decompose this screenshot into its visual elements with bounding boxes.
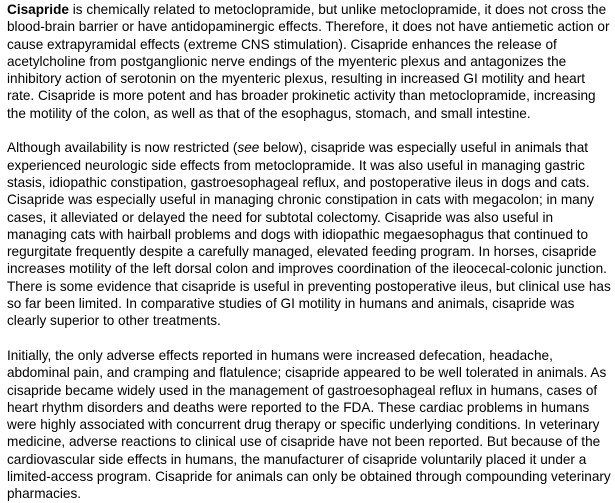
paragraph-text: is chemically related to metoclopramide, but unlike metoclopramide, it does not cross the blood-brain barrier or have antidopaminergic effects. Therefore, it does not have antiemetic action or cause extrapyramidal effects (extreme CNS stimulation). Cisapride enhances the release of acetylcholine from postganglionic nerve endings of the myenteric plexus and antagonizes the inhibitory action of serotonin on the myenteric plexus, resulting in increased GI motility and heart rate. Cisapride is more potent and has broader prokinetic activity than metoclopramide, increasing the motility of the colon, as well as that of the esophagus, stomach, and small intestine.: [7, 2, 610, 121]
see-emphasis: see: [237, 140, 260, 156]
paragraph-mechanism: [7, 1, 613, 122]
paragraph-text-before: Although availability is now restricted (: [7, 140, 238, 156]
paragraph-uses: [7, 139, 613, 329]
paragraph-text-after: below), cisapride was especially useful in animals that experienced neurologic side effects from metoclopramide. It was also useful in managing gastric stasis, idiopathic constipation, gastroesophageal reflux, and postoperative ileus in dogs and cats. Cisapride was especially useful in managing chronic constipation in cats with megacolon; in many cases, it alleviated or delayed the need for subtotal colectomy. Cisapride was also useful in managing cats with hairball problems and dogs with idiopathic megaesophagus that continued to regurgitate frequently despite a carefully managed, elevated feeding program. In horses, cisapride increases motility of the left dorsal colon and improves coordination of the ileocecal-colonic junction. There is some evidence that cisapride is useful in preventing postoperative ileus, but clinical use has so far been limited. In comparative studies of GI motility in humans and animals, cisapride was clearly superior to other treatments.: [7, 140, 611, 329]
term-cisapride: Cisapride: [7, 2, 69, 17]
paragraph-adverse-effects: Initially, the only adverse effects reported in humans were increased defecation, headache, abdominal pain, and cramping and flatulence; cisapride appeared to be well tolerated in animals. As cisapride became widely used in the management of gastroesophageal reflux in humans, cases of heart rhythm disorders and deaths were reported to the FDA. These cardiac problems in humans were highly associated with concurrent drug therapy or specific underlying conditions. In veterinary medicine, adverse reactions to clinical use of cisapride have not been reported. But because of the cardiovascular side effects in humans, the manufacturer of cisapride voluntarily placed it under a limited-access program. Cisapride for animals can only be obtained through compounding veterinary pharmacies.: [7, 347, 611, 502]
